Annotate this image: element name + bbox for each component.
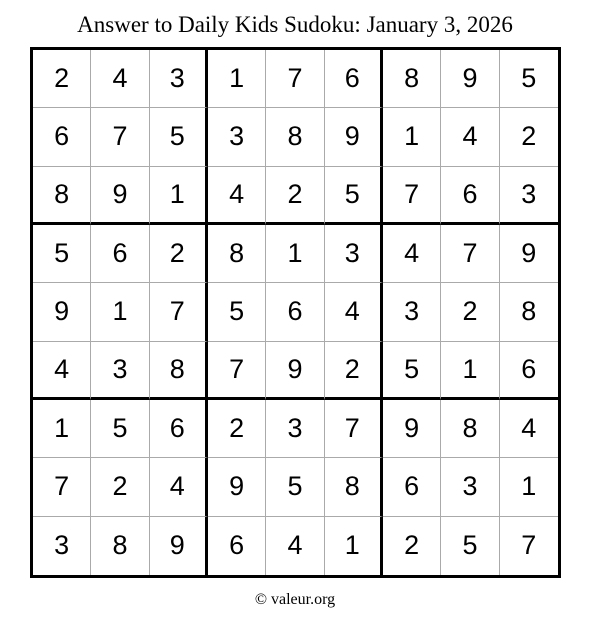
sudoku-cell-r3c4: 4 — [208, 167, 266, 225]
sudoku-cell-r7c9: 4 — [500, 400, 558, 458]
sudoku-cell-r1c1: 2 — [33, 50, 91, 108]
sudoku-cell-r5c5: 6 — [266, 283, 324, 341]
sudoku-cell-r7c5: 3 — [266, 400, 324, 458]
sudoku-cell-r5c6: 4 — [325, 283, 383, 341]
sudoku-grid — [30, 47, 561, 578]
sudoku-cell-r5c4: 5 — [208, 283, 266, 341]
sudoku-cell-r2c8: 4 — [441, 108, 499, 166]
sudoku-cell-r5c9: 8 — [500, 283, 558, 341]
sudoku-cell-r9c4: 6 — [208, 517, 266, 575]
sudoku-cell-r3c3: 1 — [150, 167, 208, 225]
sudoku-cell-r7c2: 5 — [91, 400, 149, 458]
sudoku-cell-r3c8: 6 — [441, 167, 499, 225]
sudoku-cell-r4c6: 3 — [325, 225, 383, 283]
sudoku-cell-r6c8: 1 — [441, 342, 499, 400]
sudoku-cell-r9c5: 4 — [266, 517, 324, 575]
sudoku-cell-r4c8: 7 — [441, 225, 499, 283]
sudoku-cell-r5c8: 2 — [441, 283, 499, 341]
sudoku-cell-r6c3: 8 — [150, 342, 208, 400]
sudoku-cell-r8c1: 7 — [33, 458, 91, 516]
sudoku-cell-r8c4: 9 — [208, 458, 266, 516]
sudoku-cell-r6c5: 9 — [266, 342, 324, 400]
sudoku-cell-r8c8: 3 — [441, 458, 499, 516]
sudoku-cell-r6c4: 7 — [208, 342, 266, 400]
sudoku-cell-r9c3: 9 — [150, 517, 208, 575]
puzzle-title: Answer to Daily Kids Sudoku: January 3, 2026 — [77, 12, 513, 37]
sudoku-cell-r4c4: 8 — [208, 225, 266, 283]
sudoku-cell-r3c2: 9 — [91, 167, 149, 225]
sudoku-cell-r7c4: 2 — [208, 400, 266, 458]
sudoku-cell-r5c3: 7 — [150, 283, 208, 341]
sudoku-cell-r8c5: 5 — [266, 458, 324, 516]
sudoku-cell-r1c5: 7 — [266, 50, 324, 108]
sudoku-cell-r2c5: 8 — [266, 108, 324, 166]
sudoku-cell-r6c6: 2 — [325, 342, 383, 400]
sudoku-cell-r8c9: 1 — [500, 458, 558, 516]
sudoku-cell-r2c1: 6 — [33, 108, 91, 166]
sudoku-cell-r7c8: 8 — [441, 400, 499, 458]
sudoku-cell-r8c7: 6 — [383, 458, 441, 516]
sudoku-cell-r1c6: 6 — [325, 50, 383, 108]
sudoku-cell-r6c2: 3 — [91, 342, 149, 400]
sudoku-cell-r3c6: 5 — [325, 167, 383, 225]
sudoku-cell-r1c2: 4 — [91, 50, 149, 108]
sudoku-cell-r2c4: 3 — [208, 108, 266, 166]
sudoku-cell-r9c8: 5 — [441, 517, 499, 575]
sudoku-cell-r4c7: 4 — [383, 225, 441, 283]
sudoku-cell-r3c7: 7 — [383, 167, 441, 225]
sudoku-cell-r8c6: 8 — [325, 458, 383, 516]
sudoku-cell-r5c1: 9 — [33, 283, 91, 341]
sudoku-cell-r4c9: 9 — [500, 225, 558, 283]
sudoku-cell-r1c3: 3 — [150, 50, 208, 108]
sudoku-cell-r9c6: 1 — [325, 517, 383, 575]
sudoku-cell-r1c8: 9 — [441, 50, 499, 108]
sudoku-cell-r3c5: 2 — [266, 167, 324, 225]
sudoku-cell-r9c2: 8 — [91, 517, 149, 575]
sudoku-cell-r7c3: 6 — [150, 400, 208, 458]
sudoku-cell-r6c1: 4 — [33, 342, 91, 400]
copyright-footer: © valeur.org — [254, 591, 336, 608]
sudoku-cell-r9c9: 7 — [521, 530, 537, 561]
sudoku-cell-r6c9: 6 — [500, 342, 558, 400]
sudoku-cell-r6c7: 5 — [383, 342, 441, 400]
sudoku-cell-r4c2: 6 — [91, 225, 149, 283]
sudoku-cell-r7c6: 7 — [325, 400, 383, 458]
sudoku-cell-r9c7: 2 — [383, 517, 441, 575]
sudoku-cell-r3c1: 8 — [33, 167, 91, 225]
sudoku-cell-r7c1: 1 — [33, 400, 91, 458]
sudoku-cell-r2c7: 1 — [383, 108, 441, 166]
sudoku-cell-r2c2: 7 — [91, 108, 149, 166]
sudoku-cell-r4c1: 5 — [33, 225, 91, 283]
sudoku-cell-r1c9: 5 — [500, 50, 558, 108]
sudoku-cell-r1c7: 8 — [383, 50, 441, 108]
sudoku-cell-r9c1: 3 — [33, 517, 91, 575]
sudoku-cell-r7c7: 9 — [383, 400, 441, 458]
sudoku-cell-r2c3: 5 — [150, 108, 208, 166]
sudoku-cell-r5c2: 1 — [91, 283, 149, 341]
sudoku-cell-r4c5: 1 — [266, 225, 324, 283]
sudoku-cell-r2c6: 9 — [325, 108, 383, 166]
sudoku-cell-r3c9: 3 — [500, 167, 558, 225]
sudoku-cell-r8c3: 4 — [150, 458, 208, 516]
sudoku-cell-r4c3: 2 — [150, 225, 208, 283]
sudoku-cell-r5c7: 3 — [383, 283, 441, 341]
sudoku-cell-r2c9: 2 — [500, 108, 558, 166]
sudoku-cell-r1c4: 1 — [208, 50, 266, 108]
sudoku-cell-r8c2: 2 — [91, 458, 149, 516]
